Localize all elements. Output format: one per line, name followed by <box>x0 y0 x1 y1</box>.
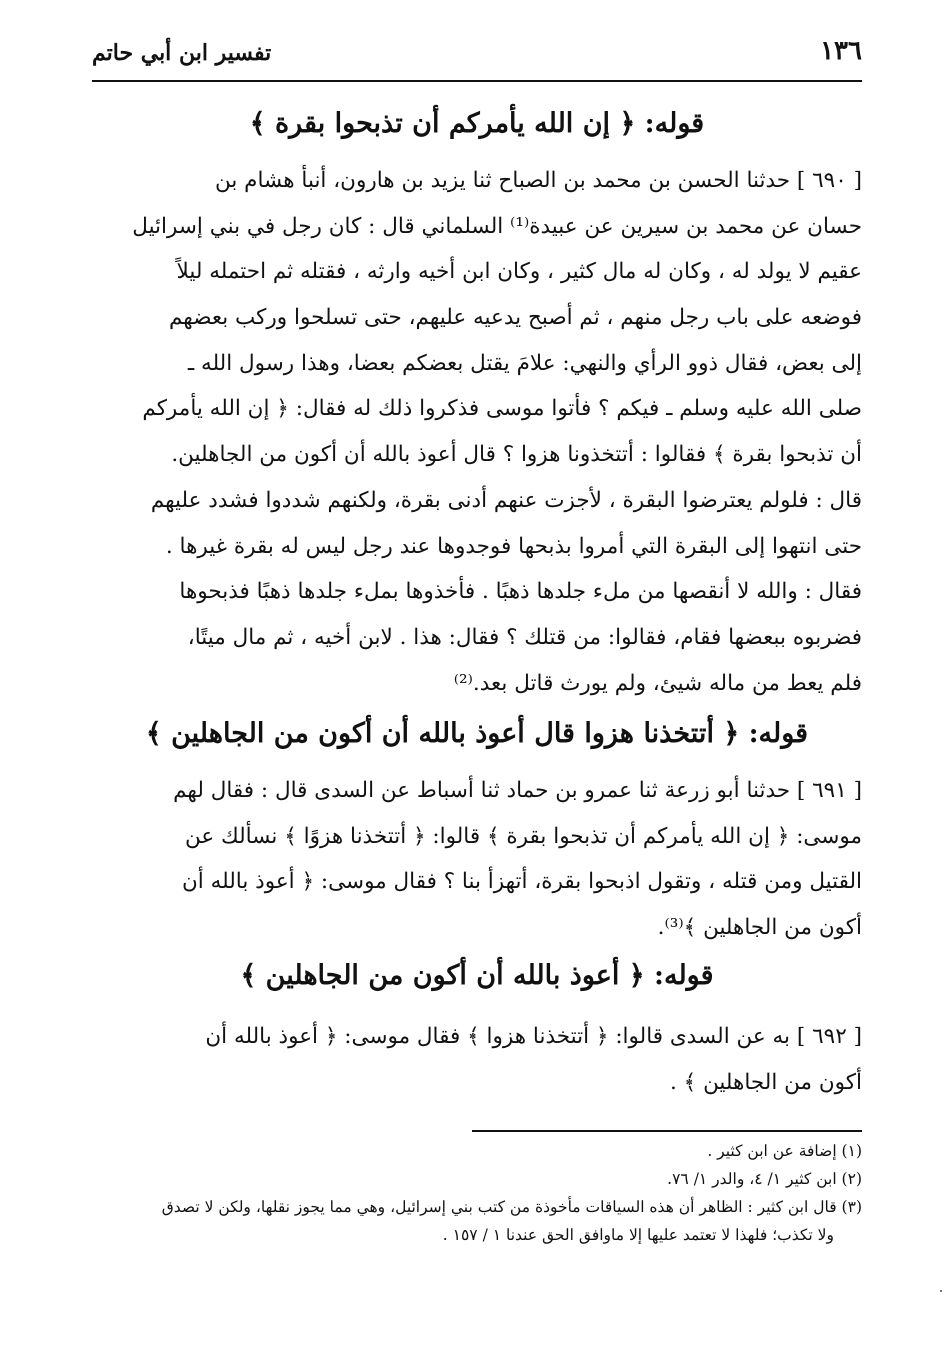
section-text <box>92 1014 862 1105</box>
text-line: أكون من الجاهلين ﴾ . <box>669 1069 862 1095</box>
scan-speck <box>940 1290 942 1292</box>
section-heading: قوله: ﴿ أتتخذنا هزوا قال أعوذ بالله أن أكون من الجاهلين ﴾ <box>145 718 809 749</box>
footnotes <box>92 1137 862 1249</box>
running-header <box>92 32 862 82</box>
section-text <box>92 768 862 951</box>
text-line: إلى بعض، فقال ذوو الرأي والنهي: علامَ يقتل بعضكم بعضا، وهذا رسول الله ـ <box>187 350 862 376</box>
text-line: [ ٦٩٢ ] به عن السدى قالوا: ﴿ أتتخذنا هزوا ﴾ فقال موسى: ﴿ أعوذ بالله أن <box>205 1024 862 1049</box>
text-line: فلم يعط من ماله شيئ، ولم يورث قاتل بعد.⁽²⁾ <box>453 670 862 696</box>
text-line: عقيم لا يولد له ، وكان له مال كثير ، وكان ابن أخيه وارثه ، فقتله ثم احتمله ليلاً <box>176 259 862 285</box>
section-heading: قوله: ﴿ أعوذ بالله أن أكون من الجاهلين ﴾ <box>240 960 714 991</box>
text-line: [ ٦٩٠ ] حدثنا الحسن بن محمد بن الصباح ثنا يزيد بن هارون، أنبأ هشام بن <box>215 168 862 193</box>
book-title: تفسير ابن أبي حاتم <box>92 40 272 66</box>
footnote: (٢) ابن كثير ١/ ٤، والدر ١/ ٧٦. <box>667 1170 862 1188</box>
text-line: صلى الله عليه وسلم ـ فيكم ؟ فأتوا موسى فذكروا ذلك له فقال: ﴿ إن الله يأمركم <box>142 396 862 422</box>
page-number: ١٣٦ <box>820 36 862 66</box>
text-line: القتيل ومن قتله ، وتقول اذبحوا بقرة، أتهزأ بنا ؟ فقال موسى: ﴿ أعوذ بالله أن <box>181 869 862 895</box>
text-line: فضربوه ببعضها فقام، فقالوا: من قتلك ؟ فقال: هذا . لابن أخيه ، ثم مال ميتًا، <box>187 624 862 650</box>
text-line: فقال : والله لا أنقصها من ملء جلدها ذهبًا . فأخذوها بملء جلدها ذهبًا فذبحوها <box>179 579 862 605</box>
text-line: أكون من الجاهلين ﴾⁽³⁾. <box>657 915 862 941</box>
text-line: أن تذبحوا بقرة ﴾ فقالوا : أتتخذونا هزوا ؟ قال أعوذ بالله أن أكون من الجاهلين. <box>171 442 862 468</box>
text-line: موسى: ﴿ إن الله يأمركم أن تذبحوا بقرة ﴾ قالوا: ﴿ أتتخذنا هزوًا ﴾ نسألك عن <box>184 823 862 849</box>
text-line: قال : فلولم يعترضوا البقرة ، لأجزت عنهم أدنى بقرة، ولكنهم شددوا فشدد عليهم <box>150 487 862 513</box>
footnote-continuation: ولا تكذب؛ فلهذا لا تعتمد عليها إلا ماوافق الحق عندنا ١ / ١٥٧ . <box>442 1226 834 1244</box>
footnote: (١) إضافة عن ابن كثير . <box>707 1142 862 1160</box>
text-line: حسان عن محمد بن سيرين عن عبيدة⁽¹⁾ السلماني قال : كان رجل في بني إسرائيل <box>132 213 862 239</box>
section-heading: قوله: ﴿ إن الله يأمركم أن تذبحوا بقرة ﴾ <box>249 108 705 139</box>
text-line: حتى انتهوا إلى البقرة التي أمروا بذبحها فوجدوها عند رجل ليس له بقرة غيرها . <box>165 533 862 559</box>
section-text <box>92 158 862 706</box>
footnote: (٣) قال ابن كثير : الظاهر أن هذه السياقات مأخوذة من كتب بني إسرائيل، وهي مما يجوز نقلها، ولكن لا تصدق <box>161 1198 862 1216</box>
text-line: [ ٦٩١ ] حدثنا أبو زرعة ثنا عمرو بن حماد ثنا أسباط عن السدى قال : فقال لهم <box>173 778 862 803</box>
footnote-separator <box>472 1130 862 1132</box>
text-line: فوضعه على باب رجل منهم ، ثم أصبح يدعيه عليهم، حتى تسلحوا وركب بعضهم <box>168 305 862 331</box>
